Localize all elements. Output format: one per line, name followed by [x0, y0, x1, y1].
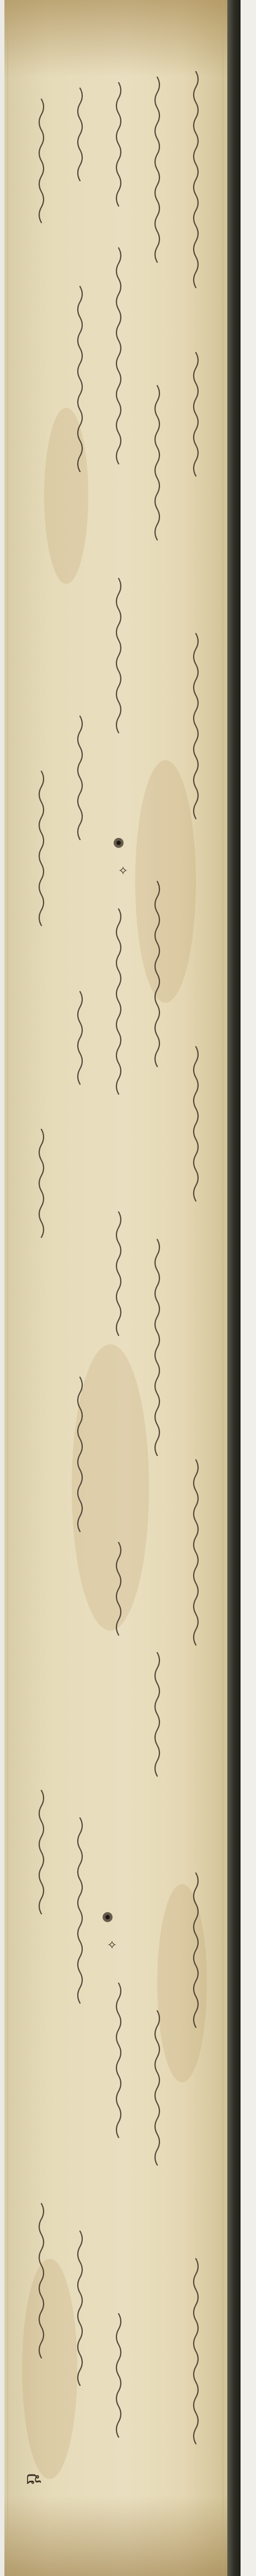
string-hole-bottom [103, 1912, 113, 1922]
hole-marker-top: ✧ [115, 865, 129, 876]
leaf-dark-edge [227, 0, 241, 2576]
hole-marker-bottom: ✧ [104, 1939, 118, 1950]
leaf-surface [4, 0, 227, 2576]
string-hole-top [114, 838, 124, 848]
folio-number: ៥ [22, 2472, 44, 2486]
